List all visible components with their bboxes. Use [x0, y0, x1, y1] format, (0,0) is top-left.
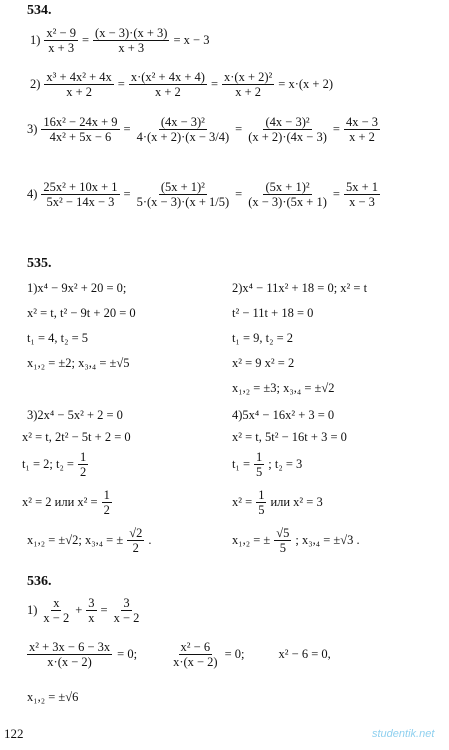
p535-item-4-equation: 4)5x⁴ − 16x² + 3 = 0: [232, 408, 335, 422]
p536-answer: x₁,₂ = ±√6: [27, 690, 79, 704]
problem-534-label: 534.: [27, 3, 52, 18]
fraction: $\frac{\text{(5x + 1)²}}{5\cdot(x - 3)\cdot(x + 1/5)}$: [136, 180, 230, 210]
p535-item-4-roots-t: t₁ = $\frac{1}{5}$ ; t₂ = 3: [232, 450, 303, 480]
p534-item-2: 2) $\frac{\text{x³ + 4x² + 4x}}{x + 2}$ = $\frac{\text{x·(x² + 4x + 4)}}{x + 2}$ = $\frac{\text{x·(x + 2)²}}{x + 2}$ = x·(x + 2): [30, 70, 334, 100]
p535-item-3-answer: x₁,₂ = ±√2; x₃,₄ = ± $\frac{√2}{2}$ .: [27, 526, 152, 556]
fraction: $\frac{4x - 3}{x + 2}$: [345, 115, 379, 145]
answer-line: x₁,₂ = ±3; x₃,₄ = ±√2: [232, 381, 335, 395]
equation-line: t₁ = 9, t₂ = 2: [232, 331, 294, 345]
fraction: $\frac{\text{x·(x² + 4x + 4)}}{x + 2}$: [130, 70, 205, 100]
fraction: $\frac{5x + 1}{x - 3}$: [345, 180, 379, 210]
p536-line-2: $\frac{\text{x² + 3x − 6 − 3x}}{x\cdot(x - 2)}$ = 0; $\frac{\text{x² − 6}}{x\cdot(x - 2)}$ = 0; x² − 6 = 0,: [29, 640, 331, 670]
p535-item-3-roots-t: t₁ = 2; t₂ = $\frac{1}{2}$: [22, 450, 87, 480]
fraction: $\frac{\text{x³ + 4x² + 4x}}{x + 2}$: [46, 70, 112, 100]
equation-line: x² = 9 x² = 2: [232, 356, 295, 370]
p534-item-3: 3) $\frac{\text{16x² − 24x + 9}}{\text{4x² + 5x − 6}}$ = $\frac{\text{(4x − 3)²}}{4\cdot(x + 2)\cdot(x - 3/4)}$ = $\frac{\text{(4x − 3)²}}{(x + 2)\cdot(4x - 3)}$ = $\frac{4x - 3}{x + 2}$: [27, 115, 379, 145]
p535-item-4-substitution: x² = t, 5t² − 16t + 3 = 0: [232, 430, 347, 444]
equation-line: x² = t, t² − 9t + 20 = 0: [27, 306, 136, 320]
answer-line: x₁,₂ = ±2; x₃,₄ = ±√5: [27, 356, 130, 370]
result: = x − 3: [173, 33, 210, 48]
watermark: studentik.net: [372, 728, 435, 740]
p535-item-3-substitution: x² = t, 2t² − 5t + 2 = 0: [22, 430, 131, 444]
p534-item-4: 4) $\frac{\text{25x² + 10x + 1}}{\text{5x² − 14x − 3}}$ = $\frac{\text{(5x + 1)²}}{5\cdot(x - 3)\cdot(x + 1/5)}$ = $\frac{\text{(5x + 1)²}}{(x - 3)\cdot(5x + 1)}$ = $\frac{5x + 1}{x - 3}$: [27, 180, 379, 210]
problem-536-label: 536.: [27, 574, 52, 589]
p534-item-1: 1) $\frac{\text{x² − 9}}{x + 3}$ = $\frac{(x - 3)\cdot(x + 3)}{x + 3}$ = x − 3: [30, 26, 210, 56]
p536-line-1: 1) x x − 2 + $\frac{3}{x}$ = $\frac{3}{x - 2}$: [27, 596, 140, 626]
equation-line: t² − 11t + 18 = 0: [232, 306, 314, 320]
p535-item-3-equation: 3)2x⁴ − 5x² + 2 = 0: [27, 408, 123, 422]
fraction: $\frac{\text{(4x − 3)²}}{4\cdot(x + 2)\cdot(x - 3/4)}$: [136, 115, 230, 145]
result: = x·(x + 2): [278, 77, 334, 92]
fraction: $\frac{\text{x·(x + 2)²}}{x + 2}$: [224, 70, 273, 100]
p535-item-1: [27, 281, 136, 381]
item-number: 2): [30, 77, 41, 92]
fraction: $\frac{(x - 3)\cdot(x + 3)}{x + 3}$: [95, 26, 168, 56]
fraction: $\frac{\text{(4x − 3)²}}{(x + 2)\cdot(4x - 3)}$: [248, 115, 327, 145]
item-number: 4): [27, 187, 38, 202]
item-number: 3): [27, 122, 38, 137]
problem-535-label: 535.: [27, 256, 52, 271]
p535-item-2: [232, 281, 367, 406]
fraction: $\frac{\text{16x² − 24x + 9}}{\text{4x² + 5x − 6}}$: [43, 115, 118, 145]
fraction: $\frac{\text{x² − 9}}{x + 3}$: [46, 26, 76, 56]
equation-line: t₁ = 4, t₂ = 5: [27, 331, 89, 345]
item-number: 1): [30, 33, 41, 48]
equation-line: 2)x⁴ − 11x² + 18 = 0; x² = t: [232, 281, 368, 295]
page-number: 122: [4, 726, 24, 741]
p535-item-4-answer: x₁,₂ = ± $\frac{√5}{5}$ ; x₃,₄ = ±√3 .: [232, 526, 360, 556]
p535-item-4-roots-x2: x² = $\frac{1}{5}$ или x² = 3: [232, 488, 323, 518]
fraction: $\frac{\text{25x² + 10x + 1}}{\text{5x² − 14x − 3}}$: [43, 180, 118, 210]
p535-item-3-roots-x2: x² = 2 или x² = $\frac{1}{2}$: [22, 488, 110, 518]
fraction: $\frac{\text{(5x + 1)²}}{(x - 3)\cdot(5x + 1)}$: [248, 180, 327, 210]
equation-line: 1)x⁴ − 9x² + 20 = 0;: [27, 281, 127, 295]
